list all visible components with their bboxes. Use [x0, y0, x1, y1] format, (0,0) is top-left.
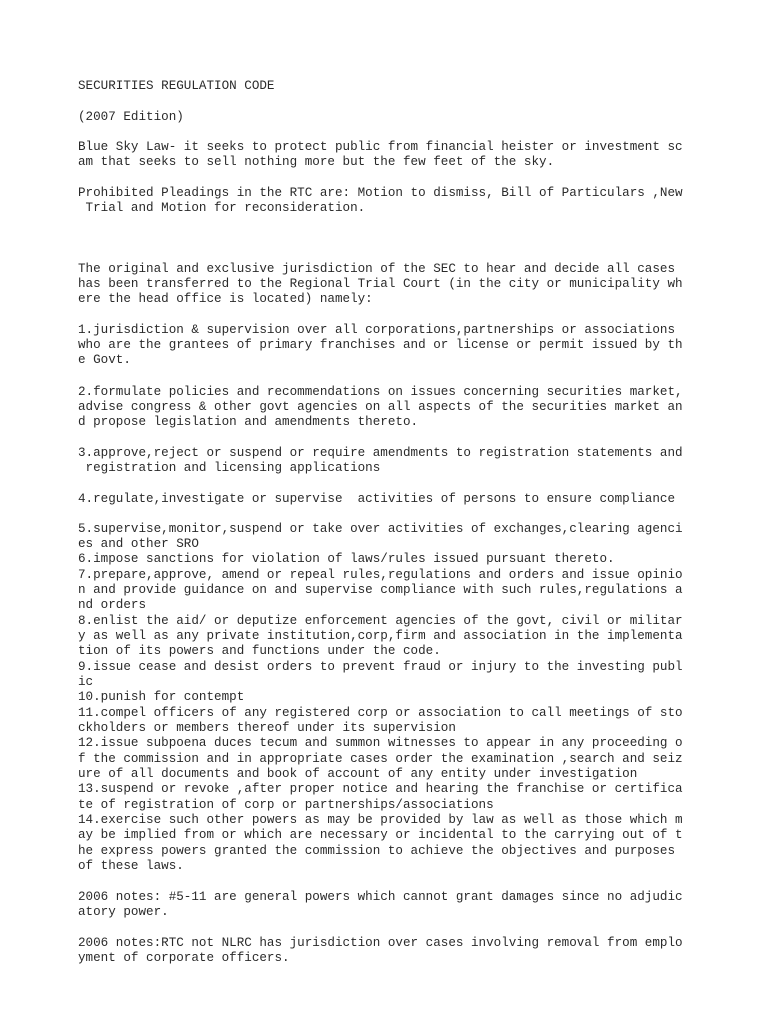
jurisdiction-line-1: The original and exclusive jurisdiction of the SEC to hear and decide all cases: [78, 262, 676, 276]
powers-line-12: 10.punish for contempt: [78, 690, 245, 704]
jurisdiction-line-2: has been transferred to the Regional Trial Court (in the city or municipality wh: [78, 277, 683, 291]
item-3-line-1: 3.approve,reject or suspend or require amendments to registration statements and: [78, 446, 683, 460]
powers-line-22: he express powers granted the commission to achieve the objectives and purposes: [78, 844, 676, 858]
item-1-line-3: e Govt.: [78, 353, 131, 367]
item-3-line-2: registration and licensing applications: [78, 461, 381, 475]
powers-line-9: tion of its powers and functions under the code.: [78, 644, 441, 658]
item-1-line-2: who are the grantees of primary franchises and or license or permit issued by th: [78, 338, 683, 352]
powers-line-19: te of registration of corp or partnerships/associations: [78, 798, 494, 812]
powers-line-13: 11.compel officers of any registered corp or association to call meetings of sto: [78, 706, 683, 720]
powers-line-17: ure of all documents and book of account of any entity under investigation: [78, 767, 638, 781]
powers-line-23: of these laws.: [78, 859, 184, 873]
powers-line-20: 14.exercise such other powers as may be provided by law as well as those which m: [78, 813, 683, 827]
powers-line-1: 5.supervise,monitor,suspend or take over activities of exchanges,clearing agenci: [78, 522, 683, 536]
item-4-line-1: 4.regulate,investigate or supervise activities of persons to ensure compliance: [78, 492, 676, 506]
note-1-line-1: 2006 notes: #5-11 are general powers which cannot grant damages since no adjudic: [78, 890, 683, 904]
powers-line-18: 13.suspend or revoke ,after proper notice and hearing the franchise or certifica: [78, 782, 683, 796]
note-2-line-1: 2006 notes:RTC not NLRC has jurisdiction over cases involving removal from emplo: [78, 936, 683, 950]
item-2-line-1: 2.formulate policies and recommendations on issues concerning securities market,: [78, 385, 683, 399]
powers-line-14: ckholders or members thereof under its supervision: [78, 721, 456, 735]
item-2-line-2: advise congress & other govt agencies on all aspects of the securities market an: [78, 400, 683, 414]
powers-line-16: f the commission and in appropriate cases order the examination ,search and seiz: [78, 752, 683, 766]
powers-line-7: 8.enlist the aid/ or deputize enforcement agencies of the govt, civil or militar: [78, 614, 683, 628]
powers-line-21: ay be implied from or which are necessary or incidental to the carrying out of t: [78, 828, 683, 842]
powers-line-8: y as well as any private institution,corp,firm and association in the implementa: [78, 629, 683, 643]
powers-line-4: 7.prepare,approve, amend or repeal rules,regulations and orders and issue opinio: [78, 568, 683, 582]
blue-sky-line-2: am that seeks to sell nothing more but the few feet of the sky.: [78, 155, 555, 169]
powers-line-2: es and other SRO: [78, 537, 199, 551]
jurisdiction-line-3: ere the head office is located) namely:: [78, 292, 373, 306]
item-1-line-1: 1.jurisdiction & supervision over all corporations,partnerships or associations: [78, 323, 676, 337]
powers-line-15: 12.issue subpoena duces tecum and summon witnesses to appear in any proceeding o: [78, 736, 683, 750]
document-edition: (2007 Edition): [78, 110, 184, 124]
note-1-line-2: atory power.: [78, 905, 169, 919]
powers-line-10: 9.issue cease and desist orders to prevent fraud or injury to the investing publ: [78, 660, 683, 674]
powers-line-6: nd orders: [78, 598, 147, 612]
prohibited-line-1: Prohibited Pleadings in the RTC are: Motion to dismiss, Bill of Particulars ,New: [78, 186, 683, 200]
blue-sky-line-1: Blue Sky Law- it seeks to protect public from financial heister or investment sc: [78, 140, 683, 154]
prohibited-line-2: Trial and Motion for reconsideration.: [78, 201, 366, 215]
item-2-line-3: d propose legislation and amendments thereto.: [78, 415, 419, 429]
document-title: SECURITIES REGULATION CODE: [78, 79, 275, 93]
note-2-line-2: yment of corporate officers.: [78, 951, 290, 965]
powers-line-11: ic: [78, 675, 94, 689]
powers-line-5: n and provide guidance on and supervise compliance with such rules,regulations a: [78, 583, 683, 597]
powers-line-3: 6.impose sanctions for violation of laws/rules issued pursuant thereto.: [78, 552, 615, 566]
